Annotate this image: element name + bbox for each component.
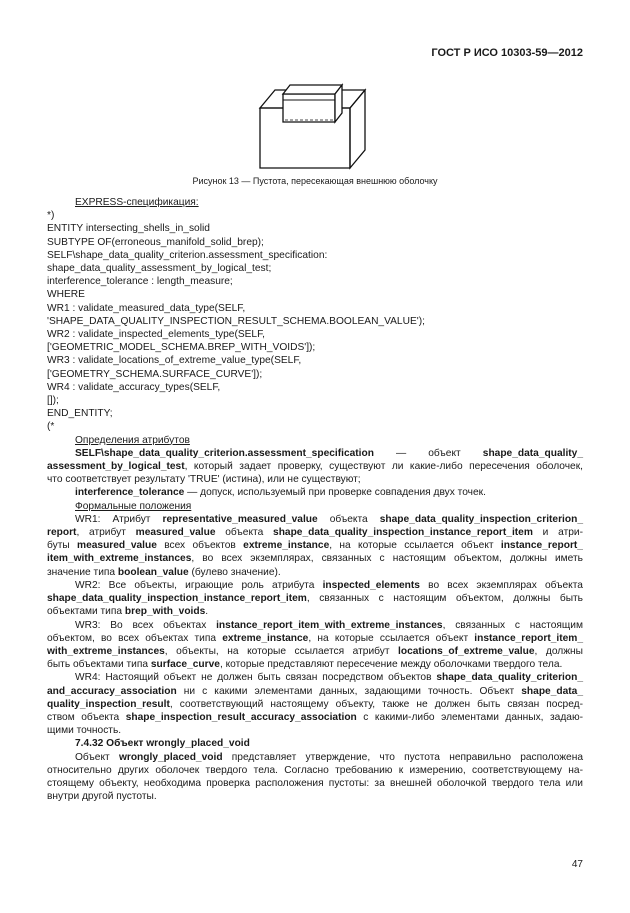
wr3-rule-line: with_extreme_instances, объекты, на которые ссылается атрибут locations_of_extreme_value, должны [47, 645, 583, 657]
wr2-rule-line: shape_data_quality_inspection_instance_report_item, связанных с настоящим объектом, должны быть [47, 593, 583, 605]
document-body: EXPRESS-спецификация: *) ENTITY intersecting_shells_in_solid SUBTYPE OF(erroneous_manifold_solid_brep); SELF\shape_data_quality_criterion.assessment_specification: shape_data_quality_assessment_by_logical_test; interference_tolerance : length_measure; WHERE WR1 : validate_measured_data_type(SELF, 'SHAPE_DATA_QUALITY_INSPECTION_RESULT_SCHEMA.BOOLEAN_VALUE'); WR2 : validate_inspected_elements_type(SELF, ['GEOMETRIC_MODEL_SCHEMA.BREP_WITH_VOIDS']); WR3 : validate_locations_of_extreme_value_type(SELF, ['GEOMETRY_SCHEMA.SURFACE_CURVE']); WR4 : validate_accuracy_types(SELF, []); END_ENTITY; (* Определения атрибутов SELF\shape_data_quality_criterion.assessment_specification — объект shape_data_quality_ assessment_by_logical_test, который задает проверку, существуют ли какие-либо пересечения оболочек, что соответствует результату 'TRUE' (истина), или не существуют; interference_tolerance — допуск, используемый при проверке совпадения двух точек. Формальные положения WR1: Атрибут representative_measured_value объекта shape_data_quality_inspection_criterion_ report, атрибут measured_value объекта shape_data_quality_inspection_instance_report_item и атри- буты measured_value всех объектов extreme_instance, на которые ссылается объект instance_report_ item_with_extreme_instances, во всех экземплярах, связанных с настоящим объектом, должны иметь значение типа boolean_value (булево значение). WR2: Все объекты, играющие роль атрибута inspected_elements во всех экземплярах объекта shape_data_quality_inspection_instance_report_item, связанных с настоящим объектом, должны быть объектами типа brep_with_voids. WR3: Во всех объектах instance_report_item_with_extreme_instances, связанных с настоящим объектом, во всех объектах типа extreme_instance, на которые ссылается объект instance_report_item_ with_extreme_instances, объекты, на которые ссылается атрибут locations_of_extreme_value, должны быть объектами типа surface_curve, которые представляют пересечение между оболочками твердого тела. WR4: Настоящий объект не должен быть связан посредством объектов shape_data_quality_criterion_ and_accuracy_association ни с какими элементами данных, задающими точность. Объект shape_data_ quality_inspection_result, соответствующий настоящему объекту, также не должен быть связан посред- ством объекта shape_inspection_result_accuracy_association с какими-либо элементами данных, задаю- щими точность. 7.4.32 Объект wrongly_placed_void Объект wrongly_placed_void представляет утверждение, что пустота неправильно расположена относительно других оболочек твердого тела. Согласно требованию к измерению, соответствующему на- стоящему объекту, необходима проверка расположения пустоты: за внешней оболочкой твердого тела или внутри другой пустоты. [47, 197, 584, 803]
wr4-rule-line: and_accuracy_association ни с какими элементами данных, задающими точность. Объект shape_data_ [47, 685, 583, 697]
code-line: WR3 : validate_locations_of_extreme_value_type(SELF, [47, 355, 302, 367]
express-code [47, 209, 583, 433]
wr2-rule-line: объектами типа brep_with_voids. [47, 606, 209, 618]
code-line: interference_tolerance : length_measure; [47, 276, 233, 288]
wr1-rule-line: item_with_extreme_instances, во всех экземплярах, связанных с настоящим объектом, должны иметь [47, 553, 583, 565]
code-line: ['GEOMETRIC_MODEL_SCHEMA.BREP_WITH_VOIDS']); [47, 342, 316, 354]
code-line: ['GEOMETRY_SCHEMA.SURFACE_CURVE']); [47, 368, 263, 380]
code-line: ENTITY intersecting_shells_in_solid [47, 223, 210, 235]
formal-rules [47, 513, 583, 737]
wr1-rule-line: значение типа boolean_value (булево значение). [47, 566, 281, 578]
wr4-rule-line: WR4: Настоящий объект не должен быть связан посредством объектов shape_data_quality_criterion_ [75, 672, 583, 684]
wr1-rule-line: report, атрибут measured_value объекта shape_data_quality_inspection_instance_report_item и атри- [47, 527, 583, 539]
wr3-rule-line: WR3: Во всех объектах instance_report_item_with_extreme_instances, связанных с настоящим [75, 619, 583, 631]
attributes-heading: Определения атрибутов [75, 434, 190, 446]
wr3-rule-line: быть объектами типа surface_curve, которые представляют пересечение между оболочками твердого тела. [47, 659, 563, 671]
standard-header: ГОСТ Р ИСО 10303-59—2012 [431, 47, 583, 59]
wr1-rule-line: буты measured_value всех объектов extreme_instance, на которые ссылается объект instance_report_ [47, 540, 583, 552]
attribute-1: SELF\shape_data_quality_criterion.assessment_specification — объект shape_data_quality_ [75, 447, 583, 459]
wr4-rule-line: ством объекта shape_inspection_result_accuracy_association с какими-либо элементами данных, задаю- [47, 711, 583, 723]
section-heading: 7.4.32 Объект wrongly_placed_void [75, 738, 250, 750]
code-line: SELF\shape_data_quality_criterion.assessment_specification: [47, 249, 328, 261]
section-paragraph: Объект wrongly_placed_void представляет утверждение, что пустота неправильно расположена [75, 751, 583, 763]
wr3-rule-line: объектом, во всех объектах типа extreme_instance, на которые ссылается объект instance_report_item_ [47, 632, 584, 644]
figure-caption: Рисунок 13 — Пустота, пересекающая внешнюю оболочку [192, 176, 438, 186]
formal-heading: Формальные положения [75, 500, 192, 512]
void-intersecting-shell-figure [255, 80, 375, 170]
code-line: WR4 : validate_accuracy_types(SELF, [47, 381, 221, 393]
wr4-rule-line: quality_inspection_result, соответствующий настоящему объекту, также не должен быть связан посред- [47, 698, 583, 710]
code-line: shape_data_quality_assessment_by_logical_test; [47, 263, 272, 275]
wr2-rule-line: WR2: Все объекты, играющие роль атрибута inspected_elements во всех экземплярах объекта [75, 579, 583, 591]
code-line: []); [47, 395, 59, 407]
wr1-rule-line: WR1: Атрибут representative_measured_value объекта shape_data_quality_inspection_criterion_ [75, 513, 583, 525]
attribute-2: interference_tolerance — допуск, используемый при проверке совпадения двух точек. [75, 487, 486, 499]
code-line: END_ENTITY; [47, 408, 113, 420]
code-line: 'SHAPE_DATA_QUALITY_INSPECTION_RESULT_SCHEMA.BOOLEAN_VALUE'); [47, 315, 425, 327]
code-line: *) [47, 210, 55, 222]
code-line: SUBTYPE OF(erroneous_manifold_solid_brep); [47, 236, 264, 248]
code-line: (* [47, 421, 55, 433]
code-line: WR2 : validate_inspected_elements_type(SELF, [47, 329, 266, 341]
wr4-rule-line: щими точность. [47, 725, 122, 737]
express-heading: EXPRESS-спецификация: [75, 197, 199, 208]
page-number: 47 [571, 859, 583, 870]
code-line: WR1 : validate_measured_data_type(SELF, [47, 302, 246, 314]
code-line: WHERE [47, 289, 85, 301]
